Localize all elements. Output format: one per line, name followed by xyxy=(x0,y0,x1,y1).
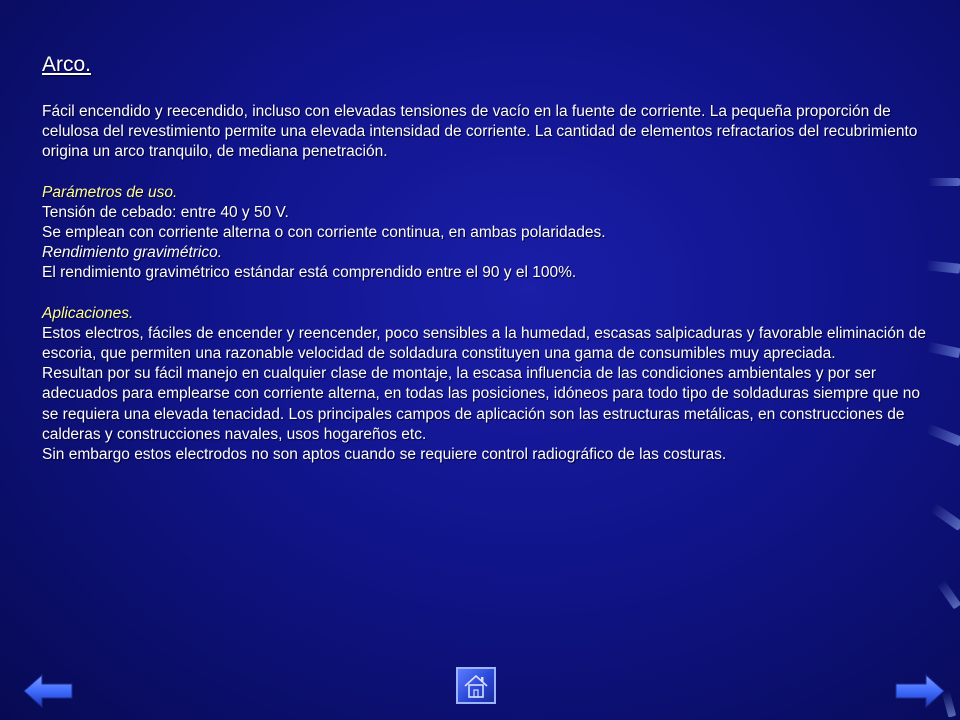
home-icon xyxy=(458,669,494,702)
intro-paragraph: Fácil encendido y reecendido, incluso con elevadas tensiones de vacío en la fuente de corriente. La pequeña proporción de celulosa del revestimiento permite una elevada intensidad de corriente. La cantidad de elementos refractarios del recubrimiento origina un arco tranquilo, de mediana penetración. xyxy=(42,103,918,161)
apps-paragraph-3: Sin embargo estos electrodos no son aptos cuando se requiere control radiográfico de las costuras. xyxy=(42,446,727,464)
yield-line: El rendimiento gravimétrico estándar está comprendido entre el 90 y el 100%. xyxy=(42,264,577,282)
decorative-streak xyxy=(930,503,960,531)
decorative-streak xyxy=(927,342,960,358)
decorative-streak xyxy=(928,178,960,186)
arrow-right-icon xyxy=(894,673,946,709)
apps-heading: Aplicaciones. xyxy=(42,304,134,322)
yield-heading: Rendimiento gravimétrico. xyxy=(42,244,223,262)
slide-content xyxy=(42,52,932,465)
params-line-voltage: Tensión de cebado: entre 40 y 50 V. xyxy=(42,203,289,221)
params-line-current: Se emplean con corriente alterna o con corriente continua, en ambas polaridades. xyxy=(42,224,606,242)
forward-button[interactable] xyxy=(894,673,946,709)
back-button[interactable] xyxy=(22,673,74,709)
decorative-streak xyxy=(937,580,960,610)
apps-paragraph-2: Resultan por su fácil manejo en cualquier clase de montaje, la escasa influencia de las condiciones ambientales y por ser adecuados para emplearse con corriente alterna, en todas las posiciones, idóneos para todo tipo de soldaduras siempre que no se requiera una elevada tenacidad. Los principales campos de aplicación son las estructuras metálicas, en construcciones de calderas y construcciones navales, usos hogareños etc. xyxy=(42,365,921,443)
home-button[interactable] xyxy=(456,667,496,704)
apps-paragraph-1: Estos electros, fáciles de encender y reencender, poco sensibles a la humedad, escasas salpicaduras y favorable eliminación de escoria, que permiten una razonable velocidad de soldadura constituyen una gama de consumibles muy apreciada. xyxy=(42,324,927,363)
arrow-left-icon xyxy=(22,673,74,709)
params-heading: Parámetros de uso. xyxy=(42,183,178,201)
slide-title: Arco. xyxy=(42,53,92,76)
